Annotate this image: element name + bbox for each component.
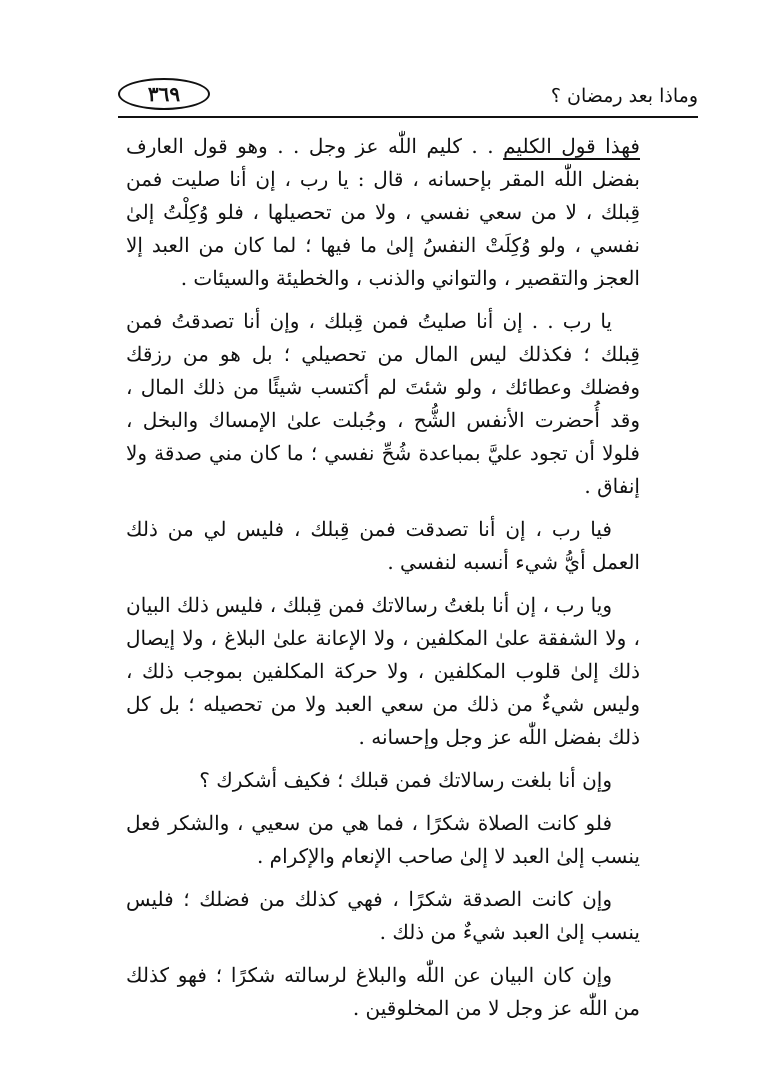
- paragraph-8: وإن كان البيان عن اللّٰه والبلاغ لرسالته شكرًا ؛ فهو كذلك من اللّٰه عز وجل لا من المخلوقين .: [126, 963, 640, 1020]
- paragraph-2: يا رب . . إن أنا صليتُ فمن قِبلك ، وإن أنا تصدقتُ فمن قِبلك ؛ فكذلك ليس المال من تحصيلي ؛ بل هو من رزقك وفضلك وعطائك ، ولو شئتَ لم أكتسب شيئًا من ذلك المال ، وقد أُحضرت الأنفس الشُّح ، وجُبلت علىٰ الإمساك والبخل ، فلولا أن تجود عليَّ بمباعدة شُحِّ نفسي ؛ ما كان مني صدقة ولا إنفاق .: [126, 309, 640, 498]
- paragraph-4: ويا رب ، إن أنا بلغتُ رسالاتك فمن قِبلك ، فليس ذلك البيان ، ولا الشفقة علىٰ المكلفين ، ولا الإعانة علىٰ البلاغ ، ولا إيصال ذلك إلىٰ قلوب المكلفين ، ولا حركة المكلفين بموجب ذلك ، وليس شيءٌ من ذلك من سعي العبد ولا من تحصيله ؛ بل كل ذلك بفضل اللّٰه عز وجل وإحسانه .: [126, 593, 640, 749]
- paragraph-3: فيا رب ، إن أنا تصدقت فمن قِبلك ، فليس لي من ذلك العمل أيُّ شيء أنسبه لنفسي .: [126, 517, 640, 574]
- paragraph-5: وإن أنا بلغت رسالاتك فمن قبلك ؛ فكيف أشكرك ؟: [199, 768, 612, 792]
- paragraph-1-lead: فهذا قول الكليم: [503, 134, 640, 158]
- page-number: ٣٦٩: [118, 78, 210, 110]
- paragraph-1: [126, 130, 640, 295]
- paragraph-7: وإن كانت الصدقة شكرًا ، فهي كذلك من فضلك ؛ فليس ينسب إلىٰ العبد شيءٌ من ذلك .: [126, 887, 640, 944]
- page-header: [118, 76, 698, 116]
- paragraph-6: فلو كانت الصلاة شكرًا ، فما هي من سعيي ، والشكر فعل ينسب إلىٰ العبد لا إلىٰ صاحب الإنعام والإكرام .: [126, 811, 640, 868]
- header-divider: [118, 116, 698, 118]
- page-body: [126, 130, 640, 1035]
- running-title: وماذا بعد رمضان ؟: [550, 85, 698, 107]
- paragraph-1-text: . . كليم اللّٰه عز وجل . . وهو قول العارف بفضل اللّٰه المقر بإحسانه ، قال : يا رب ، إن أنا صليت فمن قِبلك ، لا من سعي نفسي ، ولا من تحصيلها ، فلو وُكِلْتُ إلىٰ نفسي ، ولو وُكِلَتْ النفسُ إلىٰ ما فيها ؛ لما كان من العبد إلا العجز والتقصير ، والتواني والذنب ، والخطيئة والسيئات .: [126, 134, 640, 290]
